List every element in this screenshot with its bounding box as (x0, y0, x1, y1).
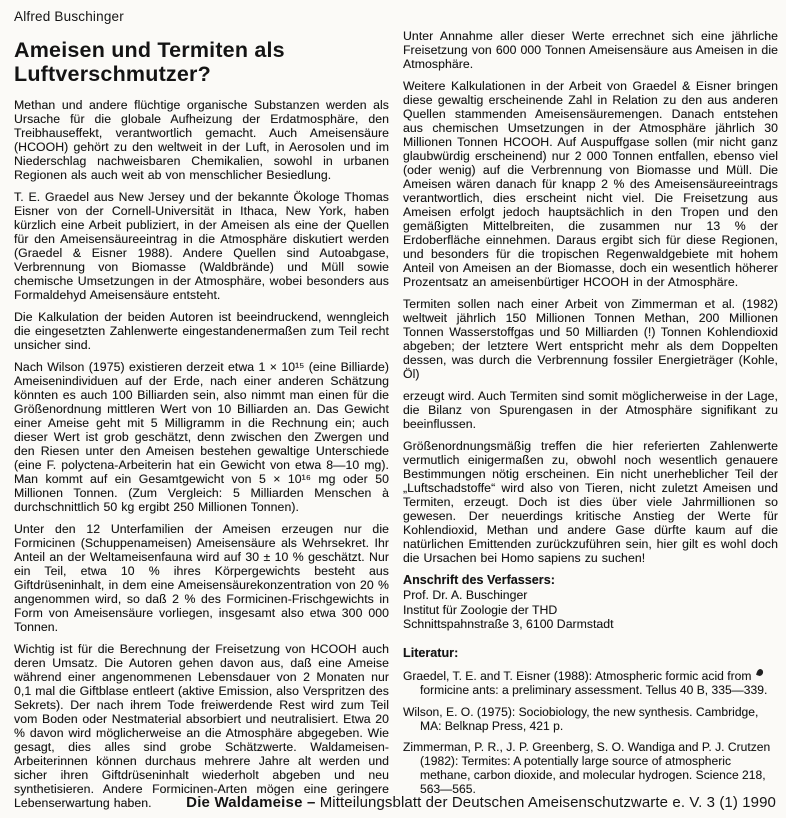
address-line-institute: Institut für Zoologie der THD (403, 602, 558, 617)
article-title (14, 38, 389, 86)
journal-name: Die Waldameise – (186, 794, 316, 811)
article-title-line2: Luftverschmutzer? (14, 62, 211, 86)
author-byline: Alfred Buschinger (14, 9, 124, 24)
reference-wilson: Wilson, E. O. (1975): Sociobiology, the new synthesis. Cambridge, MA: Belknap Press, 421 p. (403, 704, 759, 733)
paragraph-graedel-eisner: T. E. Graedel aus New Jersey und der bekannte Ökologe Thomas Eisner von der Cornell-Universität in Ithaca, New York, haben kürzlich eine Arbeit publiziert, in der Ameisen als eine der Quellen für den Ameisensäureeintrag in die Atmosphäre diskutiert werden (Graedel & Eisner 1988). Andere Quellen sind Autoabgase, Verbrennung von Biomasse (Waldbrände) und Müll sowie chemische Umsetzungen in der Atmosphäre, wobei besonders aus Formaldehyd Ameisensäure entsteht. (14, 190, 389, 302)
paragraph-termiten-fortsetzung: erzeugt wird. Auch Termiten sind somit möglicherweise in der Lage, die Bilanz von Spurengasen in der Atmosphäre signifikant zu beeinflussen. (403, 389, 778, 431)
address-heading: Anschrift des Verfassers: (403, 573, 555, 587)
paragraph-wilson-zahlen: Nach Wilson (1975) existieren derzeit etwa 1 × 10¹⁵ (eine Billiarde) Ameisenindividuen auf der Erde, nach einer anderen Schätzung könnten es auch 100 Billiarden sein, also nimmt man einen für die Größenordnung mittleren Wert von 10 Billiarden an. Das Gewicht einer Ameise geht mit 5 Milligramm in die Rechnung ein; auch dieser Wert ist grob geschätzt, denn zwischen den Zwergen und den Riesen unter den Ameisen bestehen gewaltige Unterschiede (eine F. polyctena-Arbeiterin hat ein Gewicht von etwa 8—10 mg). Man kommt auf ein Gesamtgewicht von 5 × 10¹⁶ mg oder 50 Millionen Tonnen. (Zum Vergleich: 5 Milliarden Menschen à durchschnittlich 50 kg ergibt 250 Millionen Tonnen). (14, 360, 389, 514)
paragraph-jahresfreisetzung: Unter Annahme aller dieser Werte errechnet sich eine jährliche Freisetzung von 600 000 Tonnen Ameisensäure aus Ameisen in die Atmosphäre. (403, 29, 778, 71)
paragraph-formicinen: Unter den 12 Unterfamilien der Ameisen erzeugen nur die Formicinen (Schuppenameisen) Ameisensäure als Wehrsekret. Ihr Anteil an der Weltameisenfauna wird auf 30 ± 10 % geschätzt. Nur ein Teil, etwa 10 % ihres Körpergewichts besteht aus Giftdrüseninhalt, in dem eine Ameisensäurekonzentration von 20 % angenommen wird, so daß 2 % des Formicinen-Frischgewichts in Form von Ameisensäure vorliegen, insgesamt also etwa 300 000 Tonnen. (14, 522, 389, 634)
journal-footer (0, 794, 776, 811)
paragraph-fazit: Größenordnungsmäßig treffen die hier referierten Zahlenwerte vermutlich einigermaßen zu, obwohl noch wesentlich genauere Bestimmungen nötig erscheinen. Ein nicht unerheblicher Teil der „Luftschadstoffe“ wird also von Tieren, nicht zuletzt Ameisen und Termiten, erzeugt. Doch ist dies über viele Jahrmillionen so gewesen. Der neuerdings kritische Anstieg der Werte für Kohlendioxid, Methan und andere Gase dürfte kaum auf die natürlichen Emittenden zurückzuführen sein, hier gilt es wohl doch die Ursachen bei Homo sapiens zu suchen! (403, 439, 778, 565)
literature-heading: Literatur: (403, 645, 459, 660)
paragraph-kalkulation: Die Kalkulation der beiden Autoren ist beeindruckend, wenngleich die eingesetzten Zahlenwerte eingestandenermaßen zum Teil recht unsicher sind. (14, 310, 389, 352)
reference-graedel: Graedel, T. E. and T. Eisner (1988): Atmospheric formic acid from formicine ants: a preliminary assessment. Tellus 40 B, 335—339. (403, 668, 768, 697)
author-address-block (403, 573, 778, 632)
paragraph-weitere-kalkulationen: Weitere Kalkulationen in der Arbeit von Graedel & Eisner bringen diese gewaltig erscheinende Zahl in Relation zu den aus anderen Quellen stammenden Ameisensäuremengen. Danach entstehen aus chemischen Umsetzungen in der Atmosphäre jährlich 30 Millionen Tonnen HCOOH. Auf Auspuffgase sollen (mir nicht ganz glaubwürdig erscheinend) nur 2 000 Tonnen entfallen, ebenso viel (oder wenig) auf die Verbrennung von Biomasse und Müll. Die Ameisen wären danach für knapp 2 % des Ameisensäureeintrags verantwortlich, dies erscheint nicht viel. Die Freisetzung aus Ameisen erfolgt jedoch hauptsächlich in den Tropen und den gemäßigten Mittelbreiten, die zusammen nur 13 % der Erdoberfläche einnehmen. Daraus ergibt sich für diese Regionen, und besonders für die tropischen Regenwaldgebiete mit hohem Anteil von Ameisen an der Biomasse, doch ein wesentlich höherer Prozentsatz an ameisenbürtiger HCOOH in der Atmosphäre. (403, 79, 778, 289)
paragraph-intro: Methan und andere flüchtige organische Substanzen werden als Ursache für die globale Aufheizung der Erdatmosphäre, den Treibhauseffekt, verantwortlich gemacht. Auch Ameisensäure (HCOOH) gehört zu den weltweit in der Luft, in Aerosolen und im Niederschlag nachweisbaren Chemikalien, sowohl in urbanen Regionen als auch weit ab von menschlicher Besiedlung. (14, 98, 389, 182)
address-line-street: Schnittspahnstraße 3, 6100 Darmstadt (403, 617, 614, 632)
journal-subtitle: Mitteilungsblatt der Deutschen Ameisenschutzwarte e. V. 3 (1) 1990 (319, 794, 776, 811)
right-column (403, 8, 778, 818)
article-title-line1: Ameisen und Termiten als (14, 38, 285, 62)
literature-block (403, 646, 778, 797)
reference-zimmerman: Zimmerman, P. R., J. P. Greenberg, S. O. Wandiga and P. J. Crutzen (1982): Termites: A potentially large source of atmospheric methane, carbon dioxide, and molecular hydrogen. Science 218, 563—565. (403, 740, 771, 797)
paragraph-termiten: Termiten sollen nach einer Arbeit von Zimmerman et al. (1982) weltweit jährlich 150 Millionen Tonnen Methan, 200 Millionen Tonnen Wasserstoffgas und 50 Milliarden (!) Tonnen Kohlendioxid abgeben; der letztere Wert entspricht mehr als dem Doppelten dessen, was durch die Verbrennung fossiler Energieträger (Kohle, Öl) (403, 297, 778, 381)
left-column (14, 8, 389, 818)
address-line-name: Prof. Dr. A. Buschinger (403, 588, 528, 602)
paragraph-umsatz: Wichtig ist für die Berechnung der Freisetzung von HCOOH auch deren Umsatz. Die Autoren gehen davon aus, daß eine Ameise während einer angenommenen Lebensdauer von 2 Monaten nur 0,1 mal die Giftblase entleert (aktive Emission, also Verspritzen des Sekrets). Der nach ihrem Tode freiwerdende Rest wird zum Teil vom Boden oder Nestmaterial absorbiert und neutralisiert. Etwa 20 % davon wird möglicherweise an die Atmosphäre abgegeben. Wie gesagt, dies alles sind grobe Schätzwerte. Waldameisen-Arbeiterinnen können durchaus mehrere Jahre alt werden und sicher ihren Giftdrüseninhalt wiederholt abgeben und neu synthetisieren. Andere Formicinen-Arten mögen eine geringere Lebenserwartung haben. (14, 642, 389, 810)
